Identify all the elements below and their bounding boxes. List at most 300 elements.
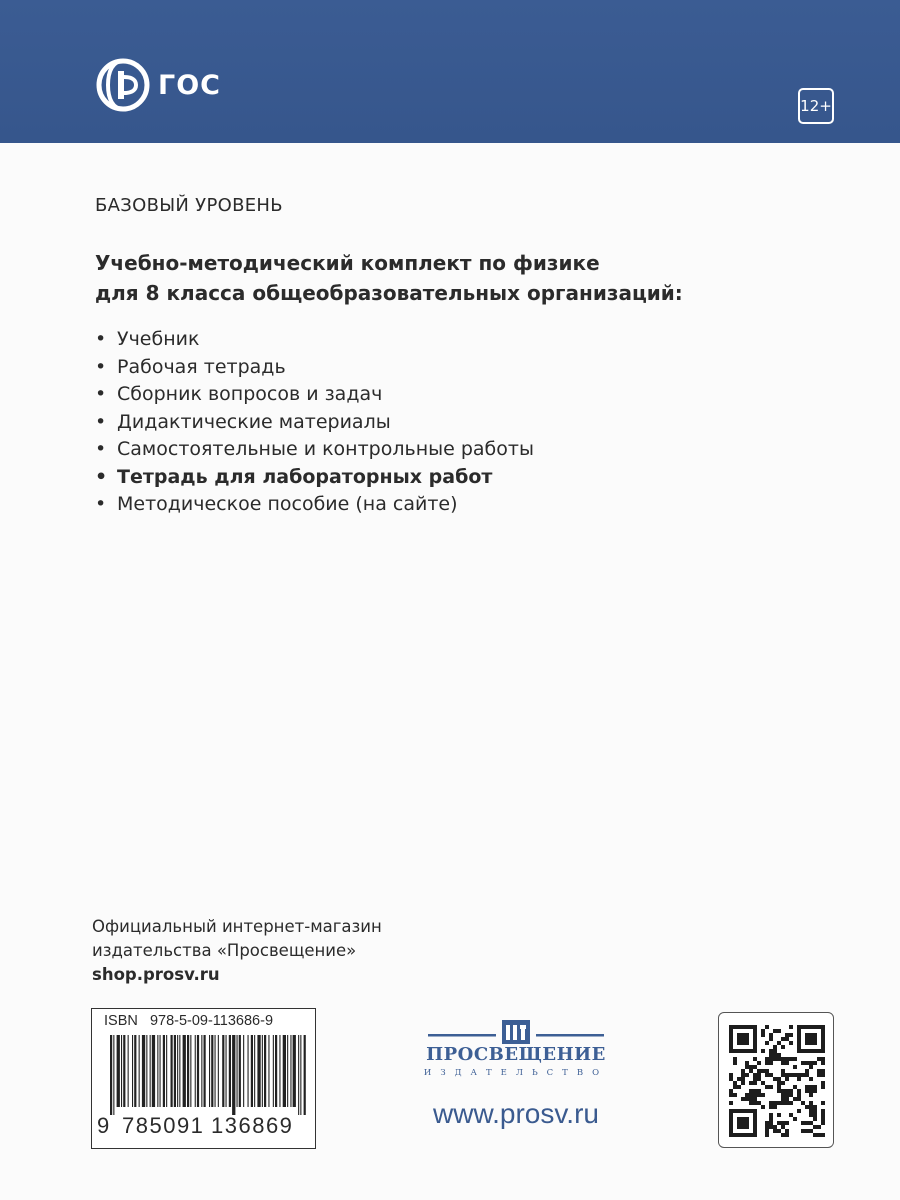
qr-module (773, 1077, 777, 1081)
isbn-label: ISBN (104, 1013, 138, 1029)
barcode-bar (298, 1035, 299, 1115)
bullet: • (95, 383, 107, 405)
qr-module (785, 1057, 789, 1061)
bullet: • (95, 328, 107, 350)
barcode-bar (293, 1035, 296, 1107)
qr-module (781, 1081, 785, 1085)
barcode-bar (171, 1035, 173, 1107)
qr-module (753, 1097, 757, 1101)
barcode-bar (229, 1035, 231, 1107)
qr-module (757, 1093, 761, 1097)
qr-module (805, 1121, 809, 1125)
kit-item-label: Дидактические материалы (117, 410, 391, 433)
qr-module (765, 1121, 769, 1125)
qr-module (809, 1105, 813, 1109)
kit-item (95, 491, 534, 519)
qr-module (801, 1129, 805, 1133)
qr-module (785, 1129, 789, 1133)
qr-module (745, 1097, 749, 1101)
kit-item (95, 326, 534, 354)
qr-module (753, 1077, 757, 1081)
qr-module (781, 1045, 785, 1049)
qr-module (817, 1133, 821, 1137)
barcode-bars-icon (110, 1035, 306, 1115)
qr-module (805, 1061, 809, 1065)
qr-module (821, 1061, 825, 1065)
qr-module (761, 1049, 765, 1053)
qr-module (789, 1033, 793, 1037)
barcode-bar (254, 1035, 255, 1107)
qr-module (773, 1029, 777, 1033)
qr-module (757, 1073, 761, 1077)
qr-code[interactable] (718, 1012, 834, 1148)
kit-list (95, 326, 534, 519)
qr-module (777, 1113, 781, 1117)
qr-module (757, 1101, 761, 1105)
qr-module (769, 1125, 773, 1129)
qr-module (821, 1069, 825, 1073)
barcode-bar (209, 1035, 210, 1107)
prosveshchenie-emblem-icon (416, 1020, 616, 1046)
qr-module (761, 1033, 765, 1037)
barcode-bar (117, 1035, 120, 1107)
qr-module (813, 1089, 817, 1093)
qr-module (733, 1085, 737, 1089)
qr-module (785, 1121, 789, 1125)
qr-module (769, 1105, 773, 1109)
barcode-bar (163, 1035, 165, 1107)
qr-module (765, 1129, 769, 1133)
qr-module (777, 1057, 781, 1061)
qr-module (769, 1101, 773, 1105)
shop-line-2: издательства «Просвещение» (92, 941, 357, 960)
qr-module (793, 1073, 797, 1077)
qr-module (781, 1097, 785, 1101)
kit-item-label: Методическое пособие (на сайте) (117, 493, 458, 515)
barcode-bar (152, 1035, 155, 1107)
publisher-name: ПРОСВЕЩЕНИЕ (426, 1044, 606, 1065)
barcode-bar (232, 1035, 235, 1115)
qr-module (777, 1081, 781, 1085)
qr-module (813, 1113, 817, 1117)
barcode-bar (179, 1035, 180, 1107)
barcode-bar (239, 1035, 241, 1107)
qr-module (797, 1109, 801, 1113)
barcode-bar (174, 1035, 176, 1107)
barcode-bar (222, 1035, 224, 1107)
qr-module (765, 1133, 769, 1137)
qr-module (809, 1061, 813, 1065)
kit-item-current (95, 464, 534, 492)
qr-module (765, 1069, 769, 1073)
qr-module (733, 1057, 737, 1061)
qr-module (765, 1073, 769, 1077)
qr-module (793, 1085, 797, 1089)
qr-module (821, 1113, 825, 1117)
barcode-bar (201, 1035, 202, 1107)
barcode-bar (146, 1035, 147, 1107)
qr-module (761, 1081, 765, 1085)
barcode-bar (110, 1035, 112, 1115)
qr-module (729, 1077, 733, 1081)
age-rating-badge: 12+ (798, 88, 834, 124)
fgos-emblem-icon (94, 55, 156, 115)
qr-module (809, 1113, 813, 1117)
shop-line-1: Официальный интернет-магазин (92, 917, 382, 936)
qr-module (773, 1057, 777, 1061)
barcode-bar (128, 1035, 129, 1107)
qr-module (745, 1061, 749, 1065)
qr-module (801, 1073, 805, 1077)
barcode-bar (279, 1035, 280, 1107)
bullet: • (95, 410, 107, 433)
qr-module (749, 1069, 753, 1073)
barcode-bar (150, 1035, 151, 1107)
qr-module (729, 1089, 733, 1093)
ean-right-group: 136869 (211, 1113, 294, 1138)
barcode-bar (113, 1035, 114, 1115)
qr-module (821, 1081, 825, 1085)
barcode-bar (121, 1035, 122, 1107)
kit-item (95, 354, 534, 382)
qr-module (729, 1093, 733, 1097)
qr-module (781, 1101, 785, 1105)
qr-module (761, 1093, 765, 1097)
qr-module (781, 1093, 785, 1097)
qr-module (769, 1073, 773, 1077)
qr-module (809, 1101, 813, 1105)
qr-module (753, 1089, 757, 1093)
qr-module (817, 1057, 821, 1061)
qr-module (765, 1025, 769, 1029)
barcode-bar (237, 1035, 238, 1107)
qr-module (781, 1089, 785, 1093)
qr-module (789, 1101, 793, 1105)
kit-item-label: Рабочая тетрадь (117, 355, 286, 378)
qr-module (769, 1033, 773, 1037)
qr-module (749, 1097, 753, 1101)
barcode-bar (290, 1035, 291, 1107)
qr-module (813, 1125, 817, 1129)
kit-heading-line-1: Учебно-методический комплект по физике (95, 251, 600, 275)
qr-module (777, 1041, 781, 1045)
qr-module (741, 1077, 745, 1081)
qr-module (777, 1121, 781, 1125)
qr-module (805, 1129, 809, 1133)
qr-module (809, 1129, 813, 1133)
qr-module (733, 1061, 737, 1065)
qr-module (769, 1117, 773, 1121)
qr-module (769, 1053, 773, 1057)
kit-item-label: Тетрадь для лабораторных работ (117, 465, 493, 488)
kit-item (95, 381, 534, 409)
qr-module (761, 1029, 765, 1033)
barcode-bar (283, 1035, 286, 1107)
qr-module (809, 1109, 813, 1113)
kit-heading-line-2: для 8 класса общеобразовательных организаций: (95, 281, 683, 305)
qr-module (749, 1081, 753, 1085)
qr-module (777, 1029, 781, 1033)
qr-module (821, 1133, 825, 1137)
qr-module (793, 1057, 797, 1061)
barcode-bar (157, 1035, 158, 1107)
shop-url-link[interactable]: shop.prosv.ru (92, 965, 220, 984)
qr-module (741, 1081, 745, 1085)
qr-module (821, 1109, 825, 1113)
qr-module (777, 1129, 781, 1133)
barcode-bar (132, 1035, 133, 1107)
qr-module (773, 1105, 777, 1109)
qr-module (781, 1073, 785, 1077)
qr-module (753, 1057, 757, 1061)
qr-module (753, 1081, 757, 1085)
qr-module (753, 1073, 757, 1077)
qr-module (817, 1073, 821, 1077)
publisher-website-link[interactable]: www.prosv.ru (433, 1098, 599, 1129)
qr-module (777, 1101, 781, 1105)
qr-module (789, 1041, 793, 1045)
qr-module (805, 1073, 809, 1077)
qr-module (753, 1065, 757, 1069)
qr-module (785, 1073, 789, 1077)
qr-module (789, 1057, 793, 1061)
qr-module (821, 1073, 825, 1077)
qr-module (781, 1061, 785, 1065)
bullet: • (95, 493, 107, 515)
qr-module (737, 1077, 741, 1081)
qr-module (809, 1093, 813, 1097)
qr-module (777, 1085, 781, 1089)
qr-module (817, 1125, 821, 1129)
qr-module (777, 1053, 781, 1057)
qr-module (793, 1065, 797, 1069)
qr-module (813, 1117, 817, 1121)
barcode-bar (218, 1035, 219, 1107)
qr-module (769, 1113, 773, 1117)
qr-module (729, 1101, 733, 1105)
fgos-logo-text: ГОС (158, 69, 221, 101)
isbn-value: 978-5-09-113686-9 (149, 1013, 274, 1029)
kit-item-label: Сборник вопросов и задач (117, 383, 383, 405)
barcode-bar (187, 1035, 189, 1107)
bullet: • (95, 355, 107, 378)
qr-module (801, 1101, 805, 1105)
qr-module (757, 1061, 761, 1065)
barcode-bar (177, 1035, 178, 1107)
qr-module (749, 1101, 753, 1105)
qr-module (785, 1061, 789, 1065)
header-band (0, 0, 900, 143)
qr-module (741, 1069, 745, 1073)
qr-module (785, 1033, 789, 1037)
qr-module (805, 1085, 809, 1089)
isbn-text (104, 1013, 273, 1029)
qr-module (789, 1089, 793, 1093)
kit-item-label: Учебник (117, 328, 200, 350)
qr-module (729, 1073, 733, 1077)
qr-module (805, 1069, 809, 1073)
barcode-bar (134, 1035, 136, 1107)
qr-module (781, 1057, 785, 1061)
qr-module (769, 1061, 773, 1065)
qr-module (797, 1093, 801, 1097)
qr-module (781, 1133, 785, 1137)
qr-module (813, 1133, 817, 1137)
qr-module (813, 1105, 817, 1109)
barcode-bar (243, 1035, 244, 1107)
qr-module (769, 1049, 773, 1053)
barcode-bar (268, 1035, 269, 1107)
qr-module (813, 1085, 817, 1089)
qr-module (809, 1121, 813, 1125)
barcode-bar (264, 1035, 266, 1107)
qr-module (809, 1089, 813, 1093)
barcode-bar (300, 1035, 301, 1115)
qr-module (737, 1085, 741, 1089)
qr-module (733, 1093, 737, 1097)
qr-module (793, 1097, 797, 1101)
qr-module (785, 1101, 789, 1105)
qr-module (797, 1097, 801, 1101)
qr-module (745, 1093, 749, 1097)
qr-module (817, 1069, 821, 1073)
qr-module (809, 1065, 813, 1069)
bullet: • (95, 438, 107, 460)
isbn-barcode (91, 1008, 316, 1149)
qr-module (769, 1057, 773, 1061)
barcode-bar (257, 1035, 260, 1107)
qr-module (749, 1093, 753, 1097)
qr-module (801, 1061, 805, 1065)
qr-module (773, 1101, 777, 1105)
qr-module (797, 1073, 801, 1077)
qr-module (765, 1061, 769, 1065)
qr-module (749, 1065, 753, 1069)
ean-left-group: 785091 (122, 1113, 205, 1138)
qr-module (741, 1097, 745, 1101)
ean-first-digit: 9 (97, 1113, 110, 1138)
qr-module (781, 1121, 785, 1125)
qr-module (741, 1073, 745, 1077)
qr-module (765, 1041, 769, 1045)
qr-module (785, 1037, 789, 1041)
barcode-bar (248, 1035, 249, 1107)
qr-module (773, 1049, 777, 1053)
qr-module (793, 1117, 797, 1121)
qr-module (761, 1105, 765, 1109)
kit-heading (95, 248, 815, 308)
barcode-bar (183, 1035, 186, 1107)
publisher-logo (416, 1020, 616, 1150)
barcode-bar (142, 1035, 145, 1107)
qr-module (821, 1101, 825, 1105)
qr-module (785, 1077, 789, 1081)
qr-module (753, 1101, 757, 1105)
barcode-bar (211, 1035, 213, 1107)
qr-module (773, 1053, 777, 1057)
qr-module (753, 1093, 757, 1097)
qr-finder-core (805, 1033, 817, 1045)
barcode-bar (287, 1035, 288, 1107)
qr-module (785, 1133, 789, 1137)
qr-module (757, 1089, 761, 1093)
barcode-bar (275, 1035, 277, 1107)
qr-module (769, 1085, 773, 1089)
barcode-bar (160, 1035, 161, 1107)
bullet: • (95, 465, 108, 488)
barcode-bar (139, 1035, 140, 1107)
qr-module (757, 1069, 761, 1073)
qr-module (797, 1089, 801, 1093)
qr-module (801, 1121, 805, 1125)
qr-module (789, 1113, 793, 1117)
qr-module (809, 1077, 813, 1081)
qr-module (821, 1085, 825, 1089)
qr-module (813, 1061, 817, 1065)
qr-module (785, 1089, 789, 1093)
shop-info (92, 915, 382, 987)
qr-finder-core (737, 1117, 749, 1129)
barcode-bar (226, 1035, 227, 1107)
qr-module (765, 1125, 769, 1129)
qr-finder-core (737, 1033, 749, 1045)
qr-module (749, 1089, 753, 1093)
qr-module (769, 1121, 773, 1125)
barcode-bar (215, 1035, 216, 1107)
kit-item (95, 409, 534, 437)
qr-code-icon (729, 1024, 825, 1138)
publisher-subtitle: ИЗДАТЕЛЬСТВО (423, 1068, 609, 1078)
qr-module (745, 1073, 749, 1077)
qr-module (777, 1089, 781, 1093)
barcode-bar (251, 1035, 253, 1107)
qr-module (765, 1057, 769, 1061)
qr-module (757, 1077, 761, 1081)
kit-item-label: Самостоятельные и контрольные работы (117, 438, 534, 460)
qr-module (785, 1093, 789, 1097)
barcode-bar (273, 1035, 274, 1107)
qr-module (745, 1065, 749, 1069)
qr-module (773, 1129, 777, 1133)
qr-module (809, 1085, 813, 1089)
qr-module (821, 1121, 825, 1125)
qr-module (765, 1085, 769, 1089)
barcode-bar (166, 1035, 167, 1107)
kit-item (95, 436, 534, 464)
qr-module (785, 1097, 789, 1101)
qr-module (781, 1125, 785, 1129)
qr-module (773, 1125, 777, 1129)
qr-module (773, 1045, 777, 1049)
barcode-bar (190, 1035, 191, 1107)
barcode-bar (195, 1035, 196, 1107)
qr-module (761, 1069, 765, 1073)
qr-module (769, 1037, 773, 1041)
barcode-bar (262, 1035, 263, 1107)
qr-module (789, 1093, 793, 1097)
qr-module (789, 1025, 793, 1029)
qr-module (821, 1057, 825, 1061)
qr-module (805, 1089, 809, 1093)
qr-module (777, 1077, 781, 1081)
barcode-bar (204, 1035, 206, 1107)
qr-module (805, 1105, 809, 1109)
qr-module (781, 1037, 785, 1041)
qr-module (781, 1069, 785, 1073)
qr-module (821, 1117, 825, 1121)
barcode-bar (123, 1035, 125, 1107)
qr-module (813, 1109, 817, 1113)
